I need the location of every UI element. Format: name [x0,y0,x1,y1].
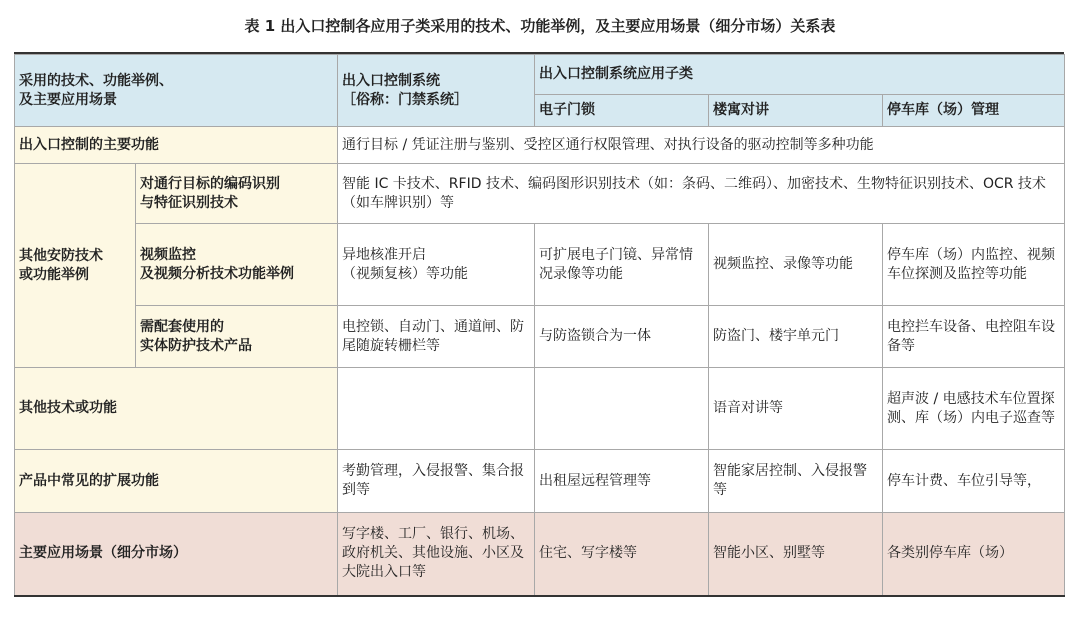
row-extension-system: 考勤管理，入侵报警、集合报到等 [338,450,535,513]
row-main-function [15,127,1065,164]
header-sub-electronic-lock: 电子门锁 [535,95,709,127]
row-encoding-text: 智能 IC 卡技术、RFID 技术、编码图形识别技术（如：条码、二维码）、加密技术、生物特征识别技术、OCR 技术（如车牌识别）等 [338,164,1065,224]
row-video-sub1: 可扩展电子门镜、异常情况录像等功能 [535,224,709,306]
row-extension-sub3: 停车计费、车位引导等， [883,450,1065,513]
row-physical-label: 需配套使用的 实体防护技术产品 [136,306,338,368]
relationship-table [14,54,1065,597]
row-physical-sub3: 电控拦车设备、电控阻车设备等 [883,306,1065,368]
row-video-sub2: 视频监控、录像等功能 [709,224,883,306]
row-other-tech-sub3: 超声波 / 电感技术车位置探测、库（场）内电子巡查等 [883,368,1065,450]
header-corner: 采用的技术、功能举例、 及主要应用场景 [15,55,338,127]
row-physical-sub1: 与防盗锁合为一体 [535,306,709,368]
row-video [15,224,1065,306]
row-extension-label: 产品中常见的扩展功能 [15,450,338,513]
header-sub-parking: 停车库（场）管理 [883,95,1065,127]
header-subclass: 出入口控制系统应用子类 [535,55,1065,95]
row-physical-system: 电控锁、自动门、通道闸、防尾随旋转栅栏等 [338,306,535,368]
row-extension [15,450,1065,513]
row-other-security-label: 其他安防技术 或功能举例 [15,164,136,368]
row-scene-sub2: 智能小区、别墅等 [709,513,883,596]
row-main-function-label: 出入口控制的主要功能 [15,127,338,164]
row-other-tech-sub1 [535,368,709,450]
table-title: 表 1 出入口控制各应用子类采用的技术、功能举例，及主要应用场景（细分市场）关系表 [244,16,836,35]
row-other-tech-sub2: 语音对讲等 [709,368,883,450]
header-system: 出入口控制系统 ［俗称：门禁系统］ [338,55,535,127]
row-other-tech-system [338,368,535,450]
row-video-label: 视频监控 及视频分析技术功能举例 [136,224,338,306]
row-encoding-label: 对通行目标的编码识别 与特征识别技术 [136,164,338,224]
row-scene-label: 主要应用场景（细分市场） [15,513,338,596]
row-scene-sub1: 住宅、写字楼等 [535,513,709,596]
row-main-function-text: 通行目标 / 凭证注册与鉴别、受控区通行权限管理、对执行设备的驱动控制等多种功能 [338,127,1065,164]
row-encoding [15,164,1065,224]
row-video-sub3: 停车库（场）内监控、视频车位探测及监控等功能 [883,224,1065,306]
row-scene-sub3: 各类别停车库（场） [883,513,1065,596]
header-sub-intercom: 楼寓对讲 [709,95,883,127]
header-row-1 [15,55,1065,95]
row-other-tech [15,368,1065,450]
row-extension-sub2: 智能家居控制、入侵报警等 [709,450,883,513]
row-physical-sub2: 防盗门、楼宇单元门 [709,306,883,368]
row-scene-system: 写字楼、工厂、银行、机场、政府机关、其他设施、小区及大院出入口等 [338,513,535,596]
row-scene [15,513,1065,596]
row-extension-sub1: 出租屋远程管理等 [535,450,709,513]
row-physical [15,306,1065,368]
row-other-tech-label: 其他技术或功能 [15,368,338,450]
row-video-system: 异地核准开启 （视频复核）等功能 [338,224,535,306]
